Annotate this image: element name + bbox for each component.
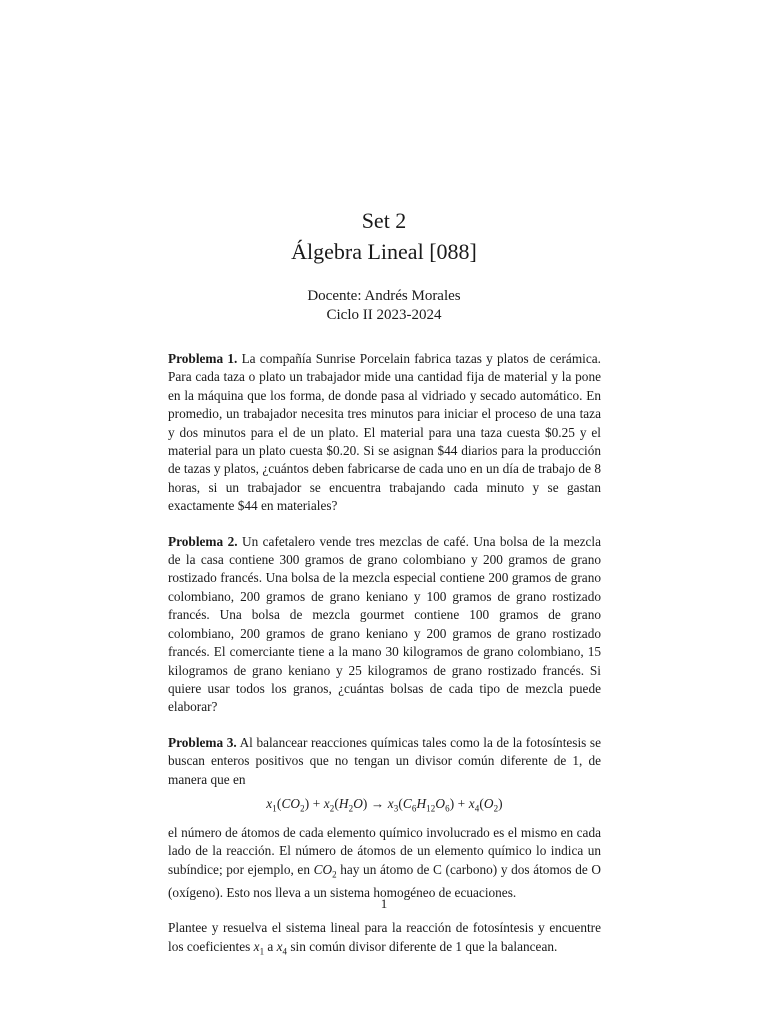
- problem-3-explanation-text: el número de átomos de cada elemento químico involucrado es el mismo en cada lado de la reacción. El número de átomos de un elemento químico lo indica un subíndice; por ejemplo, en: [168, 825, 601, 877]
- author-block: [0, 287, 768, 325]
- eq-paren: (: [398, 795, 403, 811]
- problem-3-explanation-text-2: hay un átomo de C (carbono) y dos átomos de O (oxígeno). Esto nos lleva a un sistema homogéneo de ecuaciones.: [168, 861, 602, 900]
- problem-1: [168, 350, 601, 516]
- eq-paren: ): [498, 795, 503, 811]
- eq-paren: (: [479, 795, 484, 811]
- eq-paren: (: [276, 795, 282, 811]
- eq-x4: x: [468, 795, 475, 811]
- eq-arrow: →: [370, 795, 385, 811]
- eq-h-sub: 12: [426, 803, 436, 814]
- inline-x1-var: x: [253, 938, 260, 954]
- eq-o2: O: [483, 795, 494, 811]
- eq-x2: x: [323, 795, 330, 811]
- course-title: Álgebra Lineal [088]: [291, 239, 477, 264]
- problem-3: [168, 734, 601, 789]
- eq-co2-sub: 2: [300, 803, 305, 814]
- eq-x3: x: [387, 795, 394, 811]
- problem-3-instruction-between: a: [267, 938, 274, 954]
- eq-paren: ): [362, 795, 368, 811]
- eq-x3-sub: 3: [393, 803, 399, 814]
- inline-x1: [253, 938, 265, 957]
- problem-2: [168, 533, 601, 717]
- eq-plus: +: [312, 795, 321, 811]
- eq-x4-sub: 4: [474, 803, 480, 814]
- problem-3-instruction-text-2: sin común divisor diferente de 1 que la balancean.: [290, 938, 558, 954]
- eq-x1: x: [266, 795, 273, 811]
- eq-paren: (: [334, 795, 339, 811]
- eq-x2-sub: 2: [329, 803, 335, 814]
- inline-co2-text: CO: [313, 861, 333, 877]
- eq-o-sub: 6: [445, 803, 450, 814]
- eq-paren: ): [449, 795, 455, 811]
- eq-o2-sub: 2: [493, 803, 499, 814]
- eq-plus: +: [457, 795, 466, 811]
- instructor-line: Docente: Andrés Morales: [307, 288, 461, 304]
- inline-co2-sub: 2: [332, 869, 337, 880]
- eq-o: O: [435, 795, 446, 811]
- inline-x1-sub: 1: [259, 946, 265, 957]
- problem-2-text: Un cafetalero vende tres mezclas de café. Una bolsa de la mezcla de la casa contiene 300 gramos de grano colombiano y 200 gramos de grano rostizado francés. Una bolsa de la mezcla especial contiene 200 gramos de grano colombiano, 200 gramos de grano keniano y 100 gramos de grano rostizado francés. Una bolsa de mezcla gourmet contiene 100 gramos de grano colombiano, 200 gramos de grano keniano y 200 gramos de grano rostizado francés. El comerciante tiene a la mano 30 kilogramos de grano colombiano, 15 kilogramos de grano keniano y 25 kilogramos de grano rostizado francés. Si quiere usar todos los granos, ¿cuántas bolsas de cada tipo de mezcla puede elaborar?: [168, 533, 601, 715]
- eq-x1-sub: 1: [272, 803, 277, 814]
- document-body: [168, 350, 601, 978]
- problem-3-instruction: [168, 919, 601, 960]
- set-title: Set 2: [361, 208, 407, 233]
- photosynthesis-equation: [168, 795, 601, 818]
- inline-co2: [313, 861, 337, 880]
- problem-3-intro: Al balancear reacciones químicas tales como la de la fotosíntesis se buscan enteros positivos que no tengan un divisor común diferente de 1, de manera que en: [168, 734, 601, 787]
- problem-3-instruction-text: Plantee y resuelva el sistema lineal para la reacción de fotosíntesis y encuentre los coeficientes: [168, 920, 601, 954]
- inline-x4-sub: 4: [282, 946, 288, 957]
- eq-co2: CO: [281, 795, 301, 811]
- problem-3-label: Problema 3.: [168, 734, 237, 750]
- eq-paren: ): [304, 795, 310, 811]
- problem-3-explanation: [168, 824, 601, 902]
- eq-h: H: [416, 795, 427, 811]
- inline-x4: [276, 938, 288, 957]
- eq-h2o-sub: 2: [348, 803, 354, 814]
- problem-1-text: La compañía Sunrise Porcelain fabrica tazas y platos de cerámica. Para cada taza o plato un trabajador mide una cantidad fija de material y la pone en la máquina que los forma, de donde pasa al vidriado y secado automático. En promedio, un trabajador necesita tres minutos para iniciar el proceso de una taza y dos minutos para el de un plato. El material para una taza cuesta $0.25 y el material para un plato cuesta $0.20. Si se asignan $44 diarios para la producción de tazas y platos, ¿cuántos deben fabricarse de cada uno en un día de trabajo de 8 horas, si un trabajador se encuentra trabajando cada minuto y se gastan exactamente $44 en materiales?: [168, 351, 601, 514]
- problem-1-label: Problema 1.: [168, 351, 238, 366]
- title-block: [0, 205, 768, 267]
- problem-2-label: Problema 2.: [168, 533, 238, 549]
- eq-h2o-o: O: [353, 795, 363, 811]
- page-number: 1: [380, 896, 388, 911]
- inline-x4-var: x: [276, 938, 283, 954]
- term-line: Ciclo II 2023-2024: [326, 307, 442, 323]
- eq-h2o-h: H: [338, 795, 349, 811]
- eq-c-sub: 6: [411, 803, 417, 814]
- eq-c: C: [402, 795, 412, 811]
